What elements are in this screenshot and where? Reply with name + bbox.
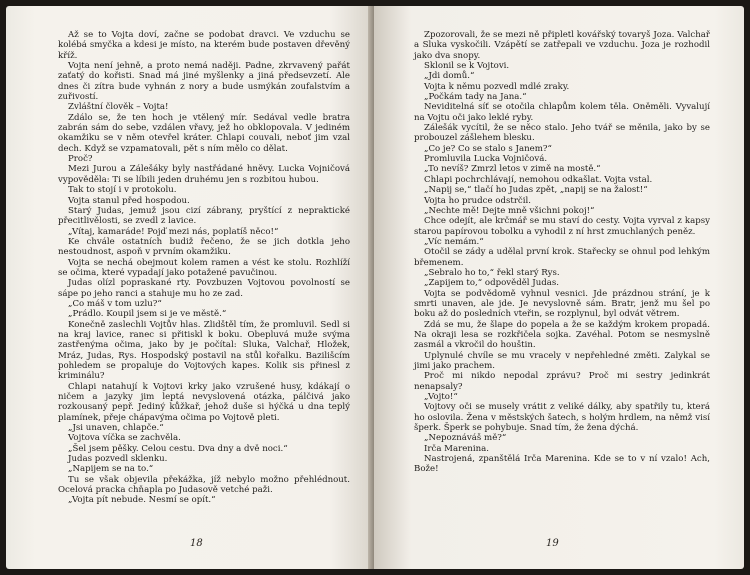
paragraph: „Napij se,“ tlačí ho Judas zpět, „napij se na žalost!“ [424, 185, 648, 196]
paragraph: Proč? [68, 154, 93, 165]
paragraph: „Co je? Co se stalo s Janem?“ [424, 143, 552, 154]
right-page-text [414, 30, 710, 475]
paragraph: „Šel jsem pěšky. Celou cestu. Dva dny a dvě noci.“ [68, 443, 288, 454]
paragraph: Judas pozvedl sklenku. [68, 454, 168, 465]
paragraph: Vojta se nechá obejmout kolem ramen a vést ke stolu. Rozhlíží se očima, které vypadají jako potažené pavučinou. [58, 257, 350, 278]
paragraph: Sklonil se k Vojtovi. [424, 61, 510, 72]
paragraph: „Co máš v tom uzlu?“ [68, 298, 162, 309]
paragraph: Konečně zaslechli Vojtův hlas. Zlidštěl tím, že promluvil. Sedl si na kraj lavice, ranec si přitiskl k boku. Obepluvá muže svýma zastřenýma očima, jako by je počítal: Sluka, Valchař, Hložek, Mráz, Judas, Rys. Hospodský postavil na stůl kořalku. Bazilišcím pohledem se propaluje do Vojtových kapes. Kolik sis přinesl z kriminálu? [58, 319, 350, 382]
paragraph: „Zapijem to,“ odpověděl Judas. [424, 278, 560, 289]
paragraph: Až se to Vojta doví, začne se podobat dravci. Ve vzduchu se kolébá smyčka a kdesi je místo, na kterém bude postaven dřevěný kříž. [58, 30, 350, 61]
paragraph: Starý Judas, jemuž jsou cizí zábrany, pryštící z nepraktické přecitlivělosti, se zvedl z lavice. [58, 205, 350, 227]
paragraph: „Vojto!“ [424, 392, 458, 403]
paragraph: Vojta k němu pozvedl mdlé zraky. [424, 81, 570, 92]
paragraph: „Napijem se na to.“ [68, 464, 154, 475]
left-page-text [58, 30, 350, 506]
paragraph: Vojtovy oči se musely vrátit z veliké dálky, aby spatřily tu, která ho oslovila. Žena v městských šatech, s holým hrdlem, na němž visí šperk. Šperk se pohybuje. Snad tím, že žena dýchá. [414, 402, 710, 434]
paragraph: Vojtova víčka se zachvěla. [68, 433, 181, 444]
right-page [374, 6, 744, 569]
paragraph: Uplynulé chvíle se mu vracely v nepřehledné změti. Zalykal se jimi jako prachem. [414, 350, 710, 371]
paragraph: Zdálo se, že ten hoch je vtělený mír. Sedával vedle bratra zabrán sám do sebe, vzdálen vřavy, jež ho obklopovala. V jediném okamžiku se v něm otevřel kráter. Chlapi couvali, neboť jim vzal dech. Když se vzpamatovali, pět s ním mělo co dělat. [58, 112, 350, 154]
paragraph: „Víc nemám.“ [424, 236, 484, 247]
paragraph: „To nevíš? Zmrzl letos v zimě na mostě.“ [424, 164, 601, 175]
paragraph: „Vítaj, kamaráde! Pojď mezi nás, poplatíš něco!“ [68, 226, 279, 237]
paragraph: Ke chvále ostatních budiž řečeno, že se jich dotkla jeho nestoudnost, aspoň v prvním okamžiku. [58, 236, 350, 258]
paragraph: Chlapi natahují k Vojtovi krky jako vzrušené husy, kdákají o ničem a jazyky jim leptá nevyslovená otázka, pálčivá jako rozkousaný pepř. Jediný kůžkař, jehož duše si hýčká u dna teplý plamínek, přeje chápavýma očima po Vojtově pleti. [58, 381, 350, 423]
paragraph: Irča Marenina. [424, 443, 489, 454]
paragraph: Zvláštní člověk – Vojta! [68, 102, 169, 113]
paragraph: „Počkám tady na Jana.“ [424, 92, 527, 103]
paragraph: Vojta stanul před hospodou. [68, 195, 190, 206]
paragraph: Nastrojená, zpanštělá Irča Marenina. Kde se to v ní vzalo! Ach, Bože! [414, 454, 710, 475]
paragraph: Zálešák vycítil, že se něco stalo. Jeho tvář se měnila, jako by se probouzel zášlehem blesku. [414, 123, 710, 144]
paragraph: Zdá se mu, že šlape do popela a že se každým krokem propadá. Na okraji lesa se rozkřičela sojka. Zavéhal. Potom se nesmyslně zasmál a vkročil do houštin. [414, 319, 710, 351]
paragraph: Vojta ho prudce odstrčil. [424, 195, 531, 206]
paragraph: „Sebralo ho to,“ řekl starý Rys. [424, 267, 560, 278]
paragraph: „Vojta pít nebude. Nesmí se opít.“ [68, 495, 216, 506]
paragraph: Chlapi pochrchlávají, nemohou odkašlat. Vojta vstal. [424, 174, 653, 185]
paragraph: Proč mi nikdo nepodal zprávu? Proč mi sestry jedinkrát nenapsaly? [414, 371, 710, 392]
paragraph: Tu se však objevila překážka, jíž nebylo možno přehlédnout. Ocelová pracka chňapla po Judasově vetché paži. [58, 474, 350, 496]
paragraph: Tak to stojí i v protokolu. [68, 185, 177, 196]
paragraph: „Nechte mě! Dejte mně všichni pokoj!“ [424, 205, 595, 216]
paragraph: Promluvila Lucka Vojničová. [424, 154, 548, 165]
paragraph: „Nepoznáváš mě?“ [424, 433, 507, 444]
left-page [6, 6, 374, 569]
paragraph: Otočil se zády a udělal první krok. Stařecky se ohnul pod lehkým břemenem. [414, 247, 710, 268]
paragraph: „Prádlo. Koupil jsem si je ve městě.“ [68, 309, 227, 320]
right-page-number: 19 [546, 538, 559, 549]
paragraph: Chce odejít, ale krčmář se mu staví do cesty. Vojta vyrval z kapsy starou papírovou tobolku a vyhodil z ní hrst zmuchlaných peněz. [414, 216, 710, 237]
paragraph: „Jsi unaven, chlapče.“ [68, 423, 164, 434]
paragraph: Neviditelná síť se otočila chlapům kolem těla. Oněměli. Vyvalují na Vojtu oči jako leklé ryby. [414, 102, 710, 123]
paragraph: Mezi Jurou a Zálešáky byly nastřádané hněvy. Lucka Vojničová vypověděla: Ti se líbili jeden druhému jen s rozbitou hubou. [58, 164, 350, 185]
paragraph: Judas olízl popraskané rty. Povzbuzen Vojtovou povolností se sápe po jeho ranci a stahuje mu ho ze zad. [58, 278, 350, 299]
paragraph: „Jdi domů.“ [424, 71, 475, 82]
left-page-number: 18 [190, 538, 203, 549]
paragraph: Zpozorovali, že se mezi ně připletl kovářský tovaryš Joza. Valchař a Sluka vyskočili. Vzápětí se zatřepali ve vzduchu. Joza je rozhodil jako dva snopy. [414, 30, 710, 61]
paragraph: Vojta není jehně, a proto nemá naději. Padne, zkrvavený pařát zaťatý do kořisti. Snad má jiné myšlenky a jiná předsevzetí. Ale dnes či zítra bude vyhnán z nory a bude usmýkán zoufalstvím a zuřivostí. [58, 61, 350, 103]
paragraph: Vojta se podvědomě vyhnul vesnici. Jde prázdnou strání, je k smrti unaven, ale jde. Je nevyslovně sám. Bratr, jenž mu šel po boku až do posledních vteřin, se rozplynul, byl odvát větrem. [414, 288, 710, 320]
